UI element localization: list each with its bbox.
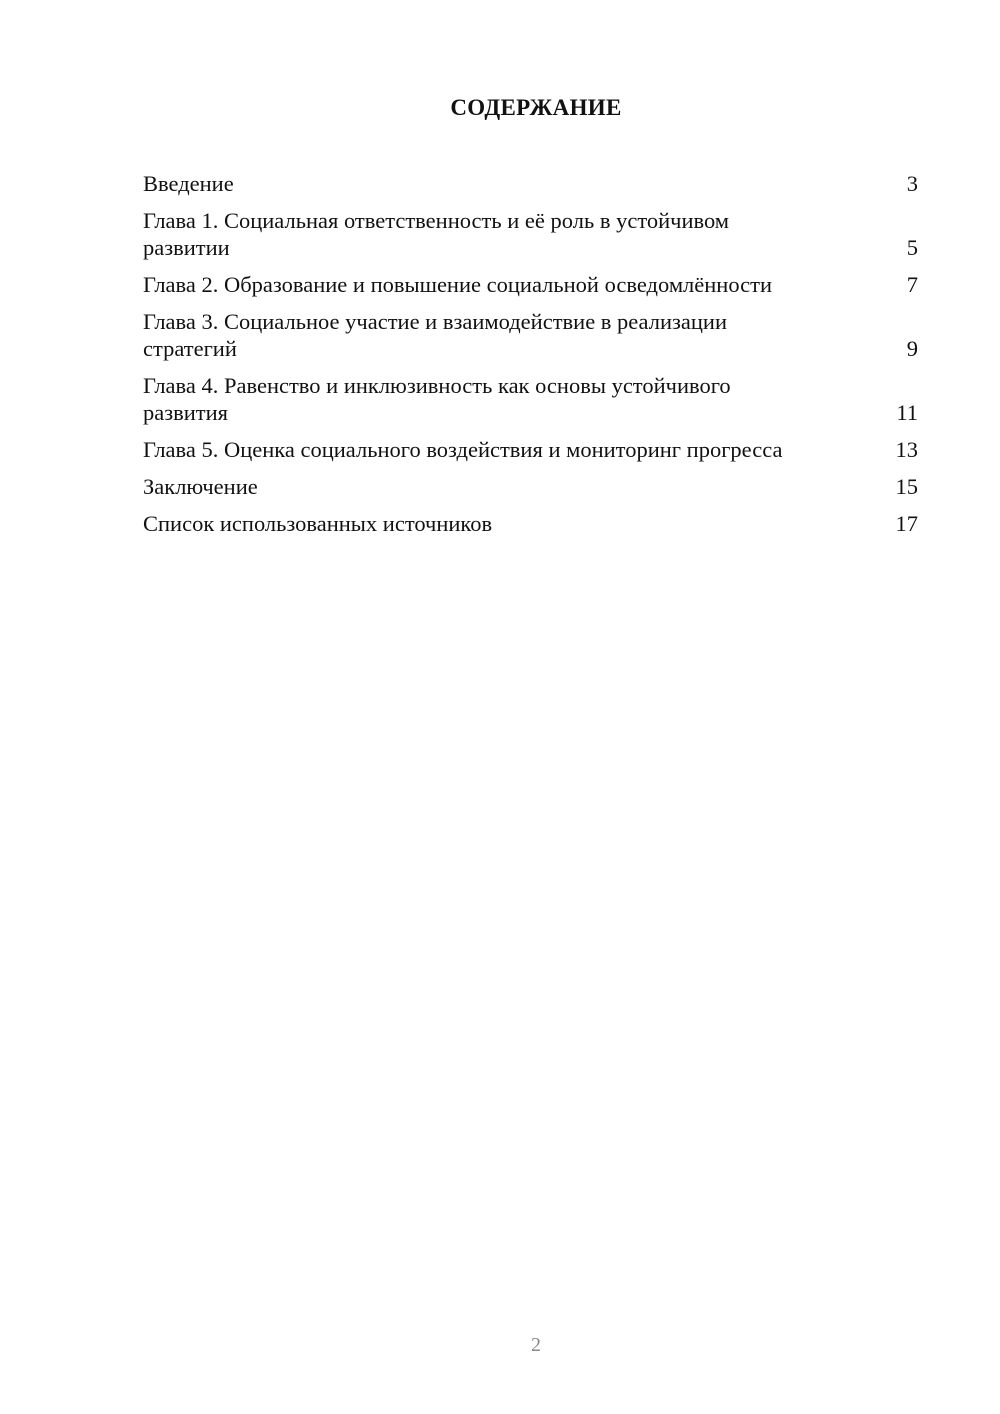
toc-entry-chapter-2: [143, 271, 918, 298]
toc-entry-chapter-4: [143, 372, 918, 426]
toc-entry-chapter-5: [143, 436, 918, 463]
toc-entry-page: 3: [906, 171, 918, 196]
toc-entry-introduction: [143, 170, 918, 197]
toc-entry-chapter-3: [143, 308, 918, 362]
page-title: СОДЕРЖАНИЕ: [450, 95, 622, 120]
toc-entry-title: Глава 5. Оценка социального воздействия и мониторинг прогресса: [143, 437, 783, 462]
toc-entry-title: Заключение: [143, 474, 258, 499]
toc-entry-title: Глава 3. Социальное участие и взаимодействие в реализации стратегий: [143, 309, 728, 361]
toc-entry-title: Введение: [143, 171, 234, 196]
toc-entry-title: Глава 1. Социальная ответственность и её роль в устойчивом развитии: [143, 208, 730, 260]
toc-entry-references: [143, 510, 918, 537]
toc-entry-title: Глава 4. Равенство и инклюзивность как основы устойчивого развития: [143, 373, 731, 425]
toc-entry-conclusion: [143, 473, 918, 500]
page-number: 2: [531, 1334, 541, 1356]
toc-entry-page: 5: [906, 235, 918, 260]
toc-entry-page: 9: [906, 336, 918, 361]
toc-entry-title: Список использованных источников: [143, 511, 493, 536]
table-of-contents: [143, 170, 918, 547]
toc-entry-page: 17: [895, 511, 918, 536]
toc-entry-chapter-1: [143, 207, 918, 261]
toc-entry-title: Глава 2. Образование и повышение социальной осведомлённости: [143, 272, 773, 297]
toc-entry-page: 15: [895, 474, 918, 499]
toc-entry-page: 11: [896, 400, 918, 425]
toc-entry-page: 7: [906, 272, 918, 297]
toc-entry-page: 13: [895, 437, 918, 462]
